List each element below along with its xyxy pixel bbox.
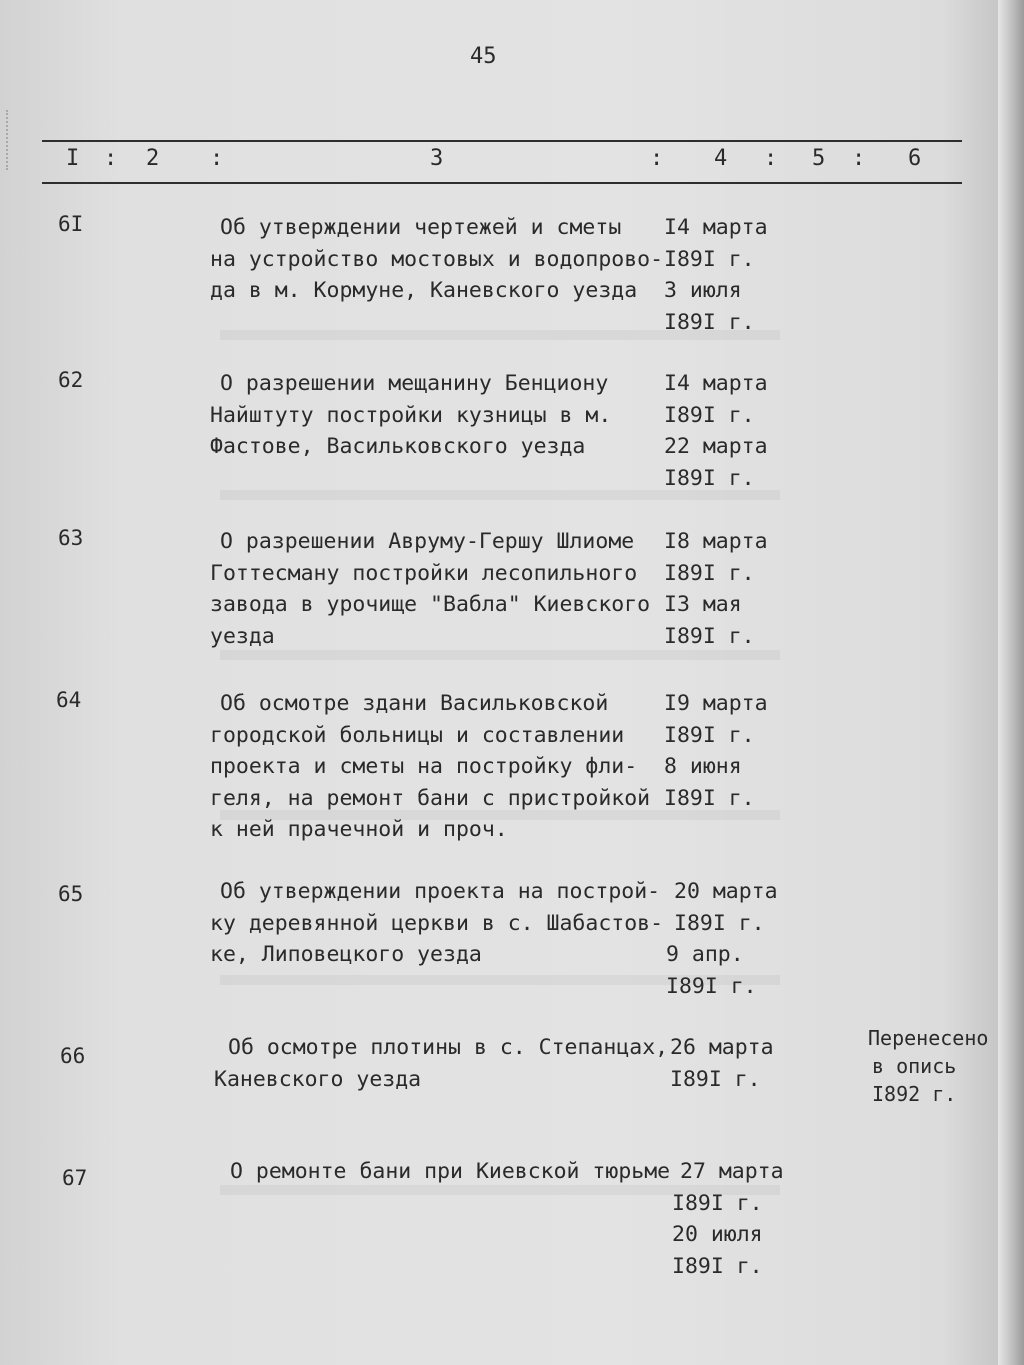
entry-date-line: I89I г. [664, 623, 755, 649]
entry-title [210, 876, 680, 971]
entry-title-line: Фастове, Васильковского уезда [210, 434, 586, 459]
entry-note-line: Перенесено [868, 1026, 989, 1050]
entry-date-line: I89I г. [672, 1190, 763, 1216]
column-separator: : [210, 146, 224, 171]
page-number: 45 [470, 44, 497, 69]
entry-note [868, 1024, 1008, 1108]
entry-number: 62 [58, 368, 84, 392]
entry-title-line: завода в урочище "Вабла" Киевского [210, 592, 651, 617]
entry-title-line: Готтесману постройки лесопильного [210, 560, 638, 586]
entry-title-line: О разрешении мещанину Бенциону [220, 371, 609, 396]
column-header-4: 4 [714, 146, 728, 171]
entry-date-line: I89I г. [664, 722, 755, 748]
entry-date-line: I89I г. [664, 402, 755, 428]
bleed-through [220, 650, 780, 678]
entry-date-line: I89I г. [672, 1253, 763, 1279]
column-separator: : [764, 146, 778, 171]
entry-date-line: I89I г. [674, 910, 765, 936]
entry-dates [666, 876, 804, 1002]
column-separator: : [104, 146, 118, 171]
entry-title-line: ку деревянной церкви в с. Шабастов- [210, 910, 664, 936]
entry-title-line: к ней прачечной и проч. [210, 817, 508, 842]
entry-dates [664, 526, 794, 652]
entry-title-line: Об утверждении чертежей и сметы [220, 215, 622, 240]
entry-date-line: I89I г. [664, 560, 755, 586]
entry-date-line: I4 марта [664, 215, 768, 240]
entry-title-line: уезда [210, 623, 275, 649]
column-header-6: 6 [908, 146, 922, 171]
entry-date-line: I4 марта [664, 371, 768, 396]
bleed-through [220, 490, 780, 518]
entry-title [210, 212, 680, 307]
entry-dates [670, 1032, 800, 1095]
entry-number: 6I [58, 212, 84, 236]
header-rule-top [42, 140, 962, 142]
entry-title-line: Об осмотре плотины в с. Степанцах, [228, 1035, 669, 1060]
entry-dates [664, 688, 794, 814]
entry-dates [664, 212, 794, 338]
entry-date-line: 20 марта [674, 879, 778, 904]
entry-title [214, 1032, 688, 1095]
entry-number: 64 [56, 688, 82, 712]
entry-title [210, 526, 680, 652]
entry-date-line: 8 июня [664, 754, 742, 779]
entry-number: 67 [62, 1166, 88, 1190]
entry-title [210, 688, 680, 846]
entry-date-line: I89I г. [664, 785, 755, 811]
column-header-2: 2 [146, 146, 160, 171]
entry-date-line: I89I г. [664, 465, 755, 491]
entry-title-line: Каневского уезда [214, 1066, 422, 1092]
header-rule-bottom [42, 182, 962, 184]
entry-dates [672, 1156, 810, 1282]
column-separator: : [650, 146, 664, 171]
column-header-3: 3 [430, 146, 444, 171]
entry-date-line: I8 марта [664, 529, 768, 554]
entry-date-line: 26 марта [670, 1035, 774, 1060]
entry-date-line: I89I г. [664, 309, 755, 335]
entry-note-line: I892 г. [872, 1082, 957, 1106]
entry-date-line: 27 марта [680, 1159, 784, 1184]
entry-title-line: да в м. Кормуне, Каневского уезда [210, 278, 638, 303]
entry-note-line: в опись [872, 1054, 957, 1078]
column-header-1: I [66, 146, 80, 171]
column-header-5: 5 [812, 146, 826, 171]
entry-title-line: проекта и сметы на постройку фли- [210, 754, 638, 779]
entry-title-line: Об осмотре здани Васильковской [220, 691, 609, 716]
entry-title-line: О разрешении Авруму-Гершу Шлиоме [220, 529, 635, 554]
entry-title [230, 1156, 690, 1188]
entry-date-line: I89I г. [666, 973, 757, 999]
entry-number: 63 [58, 526, 84, 550]
entry-date-line: I89I г. [664, 246, 755, 272]
entry-date-line: 3 июля [664, 278, 742, 303]
entry-title [210, 368, 680, 463]
entry-date-line: 9 апр. [666, 942, 744, 967]
entry-date-line: 22 марта [664, 434, 768, 459]
column-separator: : [852, 146, 866, 171]
entry-title-line: Об утверждении проекта на построй- [220, 879, 661, 904]
entry-date-line: 20 июля [672, 1222, 763, 1247]
page-edge [998, 0, 1024, 1365]
entry-date-line: I9 марта [664, 691, 768, 716]
entry-title-line: городской больницы и составлении [210, 722, 625, 748]
entry-title-line: Найштуту постройки кузницы в м. [210, 402, 612, 428]
entry-title-line: ке, Липовецкого уезда [210, 942, 482, 967]
entry-title-line: геля, на ремонт бани с пристройкой [210, 785, 651, 811]
entry-number: 66 [60, 1044, 86, 1068]
entry-dates [664, 368, 794, 494]
entry-title-line: О ремонте бани при Киевской тюрьме [230, 1159, 671, 1184]
entry-title-line: на устройство мостовых и водопрово- [210, 246, 664, 272]
entry-date-line: I89I г. [670, 1066, 761, 1092]
binding-marks [6, 110, 20, 170]
entry-date-line: I3 мая [664, 592, 742, 617]
entry-number: 65 [58, 882, 84, 906]
